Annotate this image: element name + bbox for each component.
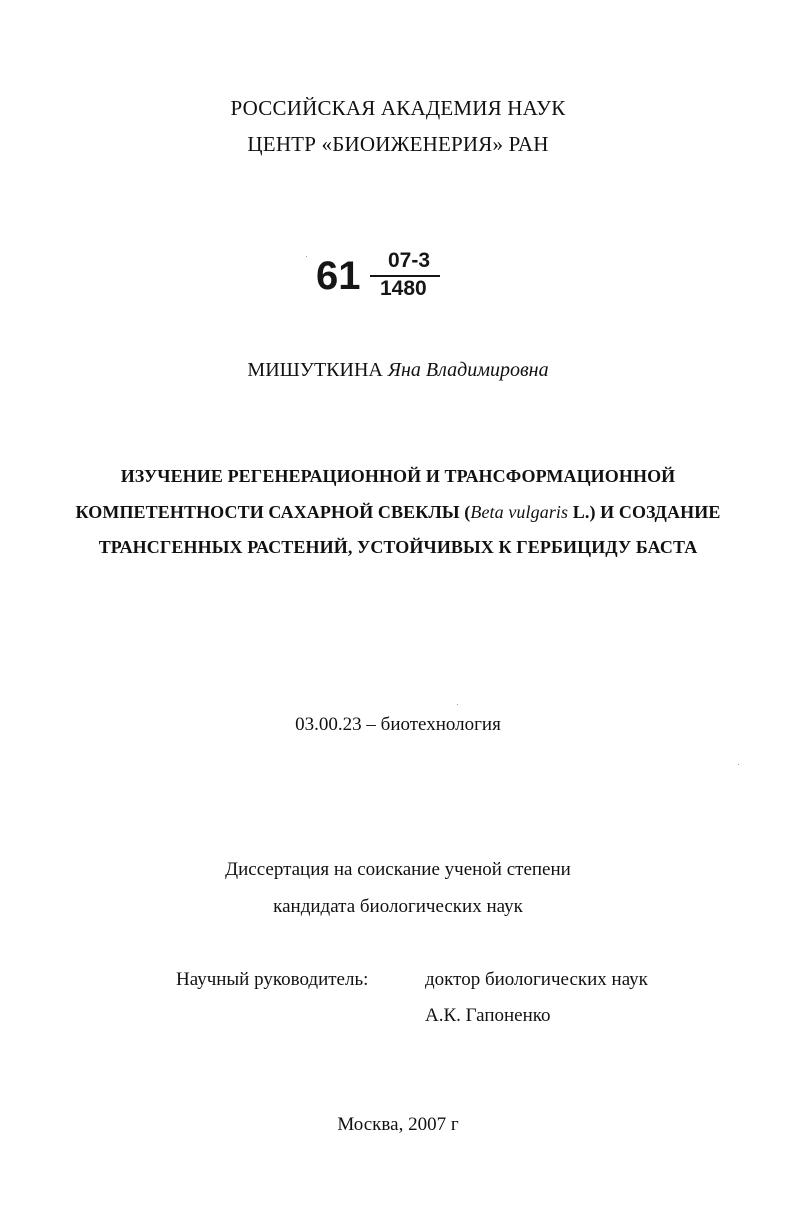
title-line-2 bbox=[0, 502, 796, 523]
academy-name: РОССИЙСКАЯ АКАДЕМИЯ НАУК bbox=[230, 96, 566, 120]
title-line-2-suffix: L.) И СОЗДАНИЕ bbox=[568, 502, 721, 522]
specialty-code: 03.00.23 – биотехнология bbox=[295, 714, 501, 735]
author-name bbox=[0, 359, 796, 382]
title-line-3: ТРАНСГЕННЫХ РАСТЕНИЙ, УСТОЙЧИВЫХ К ГЕРБИЦИДУ БАСТА bbox=[98, 537, 698, 557]
scan-speck bbox=[457, 704, 458, 705]
catalog-stamp-upper: 07-3 bbox=[388, 249, 431, 272]
supervisor-label: Научный руководитель: bbox=[176, 969, 369, 990]
catalog-stamp-lower: 1480 bbox=[380, 277, 427, 300]
degree-line-1: Диссертация на соискание ученой степени bbox=[225, 859, 571, 880]
scan-speck bbox=[306, 256, 307, 257]
degree-line-2: кандидата биологических наук bbox=[273, 896, 523, 917]
supervisor-name: А.К. Гапоненко bbox=[425, 1005, 551, 1026]
catalog-stamp bbox=[312, 250, 452, 306]
author-given-names: Яна Владимировна bbox=[387, 359, 549, 381]
place-year: Москва, 2007 г bbox=[337, 1114, 459, 1135]
scan-speck bbox=[738, 764, 739, 765]
author-surname: МИШУТКИНА bbox=[247, 359, 383, 381]
title-latin-name: Beta vulgaris bbox=[470, 502, 569, 522]
center-name: ЦЕНТР «БИОИЖЕНЕРИЯ» РАН bbox=[247, 132, 549, 156]
title-line-1: ИЗУЧЕНИЕ РЕГЕНЕРАЦИОННОЙ И ТРАНСФОРМАЦИОННОЙ bbox=[120, 466, 676, 486]
title-line-2-prefix: КОМПЕТЕНТНОСТИ САХАРНОЙ СВЕКЛЫ ( bbox=[75, 502, 471, 522]
catalog-stamp-number: 61 bbox=[316, 254, 361, 298]
supervisor-degree: доктор биологических наук bbox=[425, 969, 648, 990]
